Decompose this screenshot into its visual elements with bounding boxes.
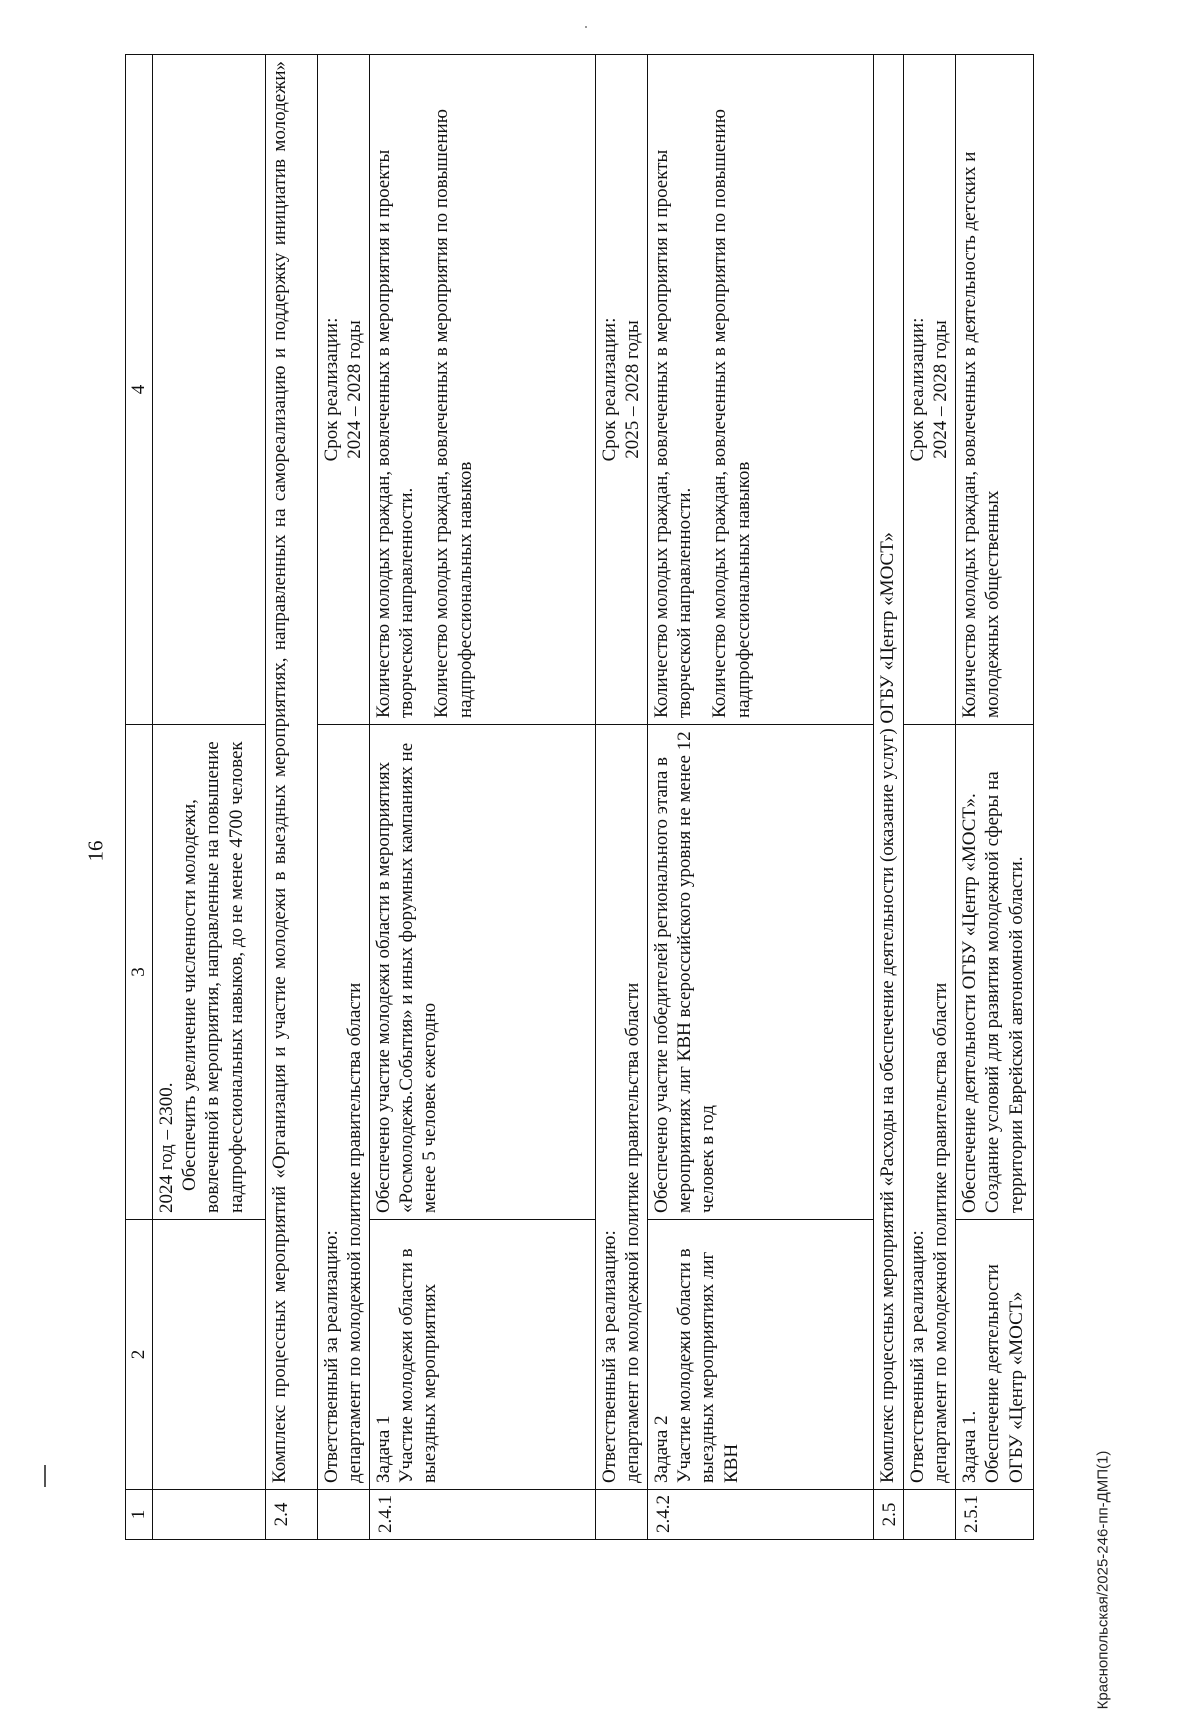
- row-number: 2.4.1: [370, 1490, 596, 1540]
- responsible-value: департамент по молодежной политике правительства области: [344, 982, 366, 1483]
- indicators-cell: [370, 55, 596, 725]
- continuation-year-value: 2024 год – 2300.: [156, 1082, 177, 1213]
- task-cell: [648, 1220, 874, 1490]
- indicator-text: Количество молодых граждан, вовлеченных в мероприятия и проекты творческой направленности.: [373, 149, 418, 718]
- term-value: 2025 – 2028 годы: [622, 320, 644, 459]
- table-row-section-2-4: [266, 55, 318, 1540]
- task-cell: [370, 1220, 596, 1490]
- responsible-cell: [596, 725, 648, 1490]
- responsible-cell: [318, 725, 370, 1490]
- result-cell: Обеспечено участие победителей регионального этапа в мероприятиях лиг КВН всероссийского уровня не менее 12 человек в год: [648, 725, 874, 1220]
- term-value: 2024 – 2028 годы: [344, 320, 366, 459]
- indicator-text: Количество молодых граждан, вовлеченных в деятельность детских и молодежных общественных: [959, 151, 1004, 718]
- indicators-cell: [956, 55, 1034, 725]
- term-cell: [318, 55, 370, 725]
- header-col-3: 3: [126, 725, 153, 1220]
- indicator-text: Количество молодых граждан, вовлеченных в мероприятия по повышению надпрофессиональных навыков: [709, 109, 754, 718]
- scan-dot-mark: [585, 26, 587, 28]
- task-cell: [956, 1220, 1034, 1490]
- task-label: Задача 1: [373, 1415, 394, 1483]
- responsible-value: департамент по молодежной политике правительства области: [930, 982, 952, 1483]
- indicator-text: Количество молодых граждан, вовлеченных в мероприятия и проекты творческой направленности.: [651, 149, 696, 718]
- header-col-2: 2: [126, 1220, 153, 1490]
- table-row-responsible: [596, 55, 648, 1540]
- table-row-2-4-1: [370, 55, 596, 1540]
- section-number: 2.4: [266, 1490, 318, 1540]
- responsible-value: департамент по молодежной политике правительства области: [622, 982, 644, 1483]
- task-text: Обеспечение деятельности ОГБУ «Центр «МОСТ»: [982, 1264, 1027, 1483]
- term-cell: [596, 55, 648, 725]
- table-row-section-2-5: [874, 55, 904, 1540]
- term-cell: [904, 55, 956, 725]
- table-row-continuation: [153, 55, 266, 1540]
- document-code: Краснопольская/2025-246-пп-ДМП(1): [1094, 1450, 1112, 1709]
- continuation-result-text: Обеспечить увеличение численности молодежи, вовлеченной в мероприятия, направленные на повышение надпрофессиональных навыков, до не менее 4700 человек: [179, 741, 247, 1213]
- task-text: Участие молодежи области в выездных мероприятиях лиг КВН: [674, 1248, 742, 1483]
- header-col-4: 4: [126, 55, 153, 725]
- table-row-2-5-1: [956, 55, 1034, 1540]
- result-text: Обеспечение деятельности ОГБУ «Центр «МОСТ».: [959, 793, 981, 1213]
- result-text: Создание условий для развития молодежной сферы на территории Еврейской автономной области.: [982, 771, 1027, 1213]
- indicators-cell: [648, 55, 874, 725]
- responsible-label: Ответственный за реализацию:: [321, 1230, 342, 1483]
- task-text: Участие молодежи области в выездных мероприятиях: [396, 1248, 441, 1483]
- section-number: 2.5: [874, 1490, 904, 1540]
- term-label: Срок реализации:: [599, 317, 620, 462]
- term-value: 2024 – 2028 годы: [930, 320, 952, 459]
- indicator-text: Количество молодых граждан, вовлеченных в мероприятия по повышению надпрофессиональных навыков: [431, 109, 476, 718]
- section-title: Комплекс процессных мероприятий «Организация и участие молодежи в выездных мероприятиях, направленных на самореализацию и поддержку инициатив молодежи»: [266, 55, 318, 1490]
- header-row: [126, 55, 153, 1540]
- table-row-responsible: [904, 55, 956, 1540]
- continuation-result-cell: [153, 725, 266, 1220]
- scan-edge-mark: [44, 1465, 46, 1487]
- responsible-cell: [904, 725, 956, 1490]
- term-label: Срок реализации:: [907, 317, 929, 462]
- task-label: Задача 1.: [959, 1410, 981, 1483]
- row-number: 2.5.1: [956, 1490, 1034, 1540]
- term-label: Срок реализации:: [321, 317, 342, 462]
- row-number: 2.4.2: [648, 1490, 874, 1540]
- header-col-1: 1: [126, 1490, 153, 1540]
- task-label: Задача 2: [651, 1415, 672, 1483]
- responsible-label: Ответственный за реализацию:: [599, 1230, 620, 1483]
- rotated-page: [125, 55, 1135, 1540]
- table-row-responsible: [318, 55, 370, 1540]
- section-title: Комплекс процессных мероприятий «Расходы на обеспечение деятельности (оказание услуг) ОГБУ «Центр «МОСТ»: [874, 55, 904, 1490]
- result-cell: Обеспечено участие молодежи области в мероприятиях «Росмолодежь.События» и иных форумных кампаниях не менее 5 человек ежегодно: [370, 725, 596, 1220]
- program-table: [125, 54, 1034, 1540]
- table-row-2-4-2: [648, 55, 874, 1540]
- page-number: 16: [83, 840, 108, 862]
- result-cell: [956, 725, 1034, 1220]
- responsible-label: Ответственный за реализацию:: [907, 1230, 929, 1483]
